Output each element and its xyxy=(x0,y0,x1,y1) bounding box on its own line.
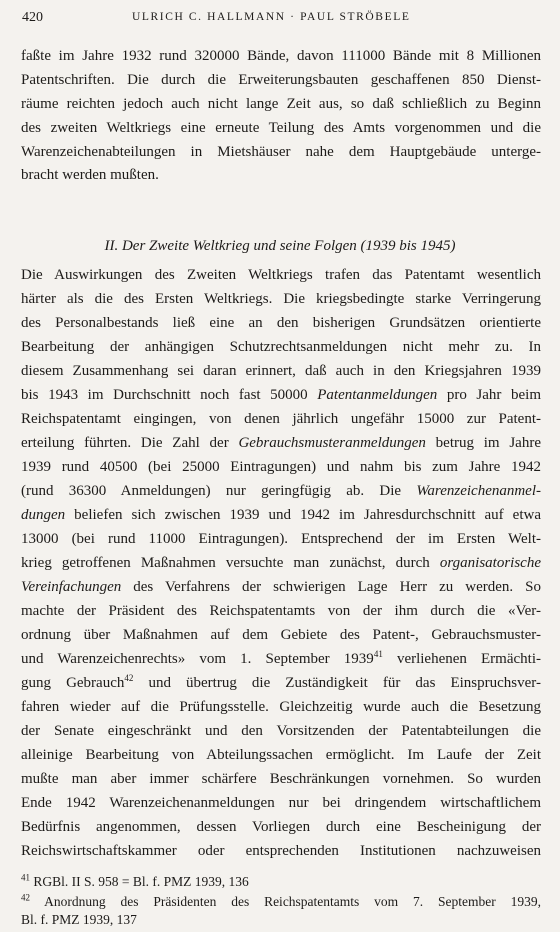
emphasis: dungen xyxy=(21,507,66,523)
text-line: alleinige Bearbeitung von Abteilungssachen ermöglicht. Im Laufe der Zeit xyxy=(21,747,541,763)
text-line: faßte im Jahre 1932 rund 320000 Bände, davon 111000 Bände mit 8 Millionen xyxy=(21,48,541,64)
emphasis: Patentanmeldungen xyxy=(317,387,438,403)
footnote-42: $^{42}$ Anordnung des Präsidenten des Reichspatentamts vom 7. September 1939, xyxy=(21,892,541,909)
emphasis: Vereinfachungen xyxy=(21,579,122,595)
footnote-41: $^{41}$ RGBl. II S. 958 = Bl. f. PMZ 1939, 136 xyxy=(21,872,249,889)
text-line: dungen beliefen sich zwischen 1939 und 1942 im Jahresdurchschnitt auf etwa xyxy=(21,507,541,523)
text-line: Warenzeichenabteilungen in Mietshäuser nahe dem Hauptgebäude unterge- xyxy=(21,144,541,160)
emphasis: Gebrauchsmusteranmeldungen xyxy=(238,435,426,451)
emphasis: organisatorische xyxy=(439,555,541,571)
text-line: 13000 (bei rund 11000 Eintragungen). Entsprechend der im Ersten Welt- xyxy=(21,531,541,547)
text-line: machte der Präsident des Reichspatentamts von der ihm durch die «Ver- xyxy=(21,603,541,619)
text-line: 1939 rund 40500 (bei 25000 Eintragungen) und nahm bis zum Jahre 1942 xyxy=(21,459,541,475)
emphasis: Warenzeichenanmel- xyxy=(416,483,541,499)
page-header xyxy=(22,10,542,30)
text-line: ordnung über Maßnahmen auf dem Gebiete des Patent-, Gebrauchsmuster- xyxy=(21,627,541,643)
text-line: und Warenzeichenrechts» vom 1. September 1939$^{41}$ verliehenen Ermächti- xyxy=(21,649,541,667)
text-line: diesem Zusammenhang sei daran erinnert, daß auch in den Kriegsjahren 1939 xyxy=(21,363,541,379)
text-line: Bearbeitung der anhängigen Schutzrechtsanmeldungen nicht mehr zu. In xyxy=(21,339,541,355)
text-line: mußte man aber immer schärfere Beschränkungen vornehmen. So wurden xyxy=(21,771,541,787)
section-heading: II. Der Zweite Weltkrieg und seine Folgen (1939 bis 1945) xyxy=(104,238,456,254)
text-line: Vereinfachungen des Verfahrens der schwierigen Lage Herr zu werden. So xyxy=(21,579,541,595)
footnote-ref: 42 xyxy=(124,673,134,683)
text-line: bracht werden mußten. xyxy=(21,167,159,183)
text-line: räume reichten jedoch auch nicht lange Zeit aus, so daß schließlich zu Beginn xyxy=(21,96,541,112)
text-line: Bedürfnis angenommen, dessen Vorliegen durch eine Bescheinigung der xyxy=(21,819,541,835)
text-line: bis 1943 im Durchschnitt noch fast 50000 Patentanmeldungen pro Jahr beim xyxy=(21,387,541,403)
text-line: gung Gebrauch$^{42}$ und übertrug die Zuständigkeit für das Einspruchsver- xyxy=(21,673,541,691)
text-line: Reichswirtschaftskammer oder entsprechenden Institutionen nachzuweisen xyxy=(21,843,541,859)
text-line: Die Auswirkungen des Zweiten Weltkriegs trafen das Patentamt wesentlich xyxy=(21,267,541,283)
text-line: Ende 1942 Warenzeichenanmeldungen nur bei dringendem wirtschaftlichem xyxy=(21,795,541,811)
text-line: des Personalbestands ließ eine an den bisherigen Grundsätzen orientierte xyxy=(21,315,541,331)
page-number: 420 xyxy=(22,10,43,25)
text-line: härter als die des Ersten Weltkriegs. Die kriegsbedingte starke Verringerung xyxy=(21,291,541,307)
text-line: Reichspatentamt eingingen, von denen jährlich ungefähr 15000 zur Patent- xyxy=(21,411,541,427)
running-title: ULRICH C. HALLMANN · PAUL STRÖBELE xyxy=(132,11,411,23)
text-line: krieg getroffenen Maßnahmen versuchte man zunächst, durch organisatorische xyxy=(21,555,541,571)
text-line: fahren wieder auf die Prüfungsstelle. Gleichzeitig wurde auch die Besetzung xyxy=(21,699,541,715)
footnote-ref: 41 xyxy=(373,649,383,659)
footnote-42-cont: Bl. f. PMZ 1939, 137 xyxy=(21,912,137,927)
text-line: des zweiten Weltkriegs eine erneute Teilung des Amts vorgenommen und die xyxy=(21,120,541,136)
text-line: Patentschriften. Die durch die Erweiterungsbauten geschaffenen 850 Dienst- xyxy=(21,72,541,88)
text-line: der Senate eingeschränkt und den Vorsitzenden der Patentabteilungen die xyxy=(21,723,541,739)
text-line: erteilung führten. Die Zahl der Gebrauchsmusteranmeldungen betrug im Jahre xyxy=(21,435,541,451)
text-line: (rund 36300 Anmeldungen) nur geringfügig ab. Die Warenzeichenanmel- xyxy=(21,483,541,499)
